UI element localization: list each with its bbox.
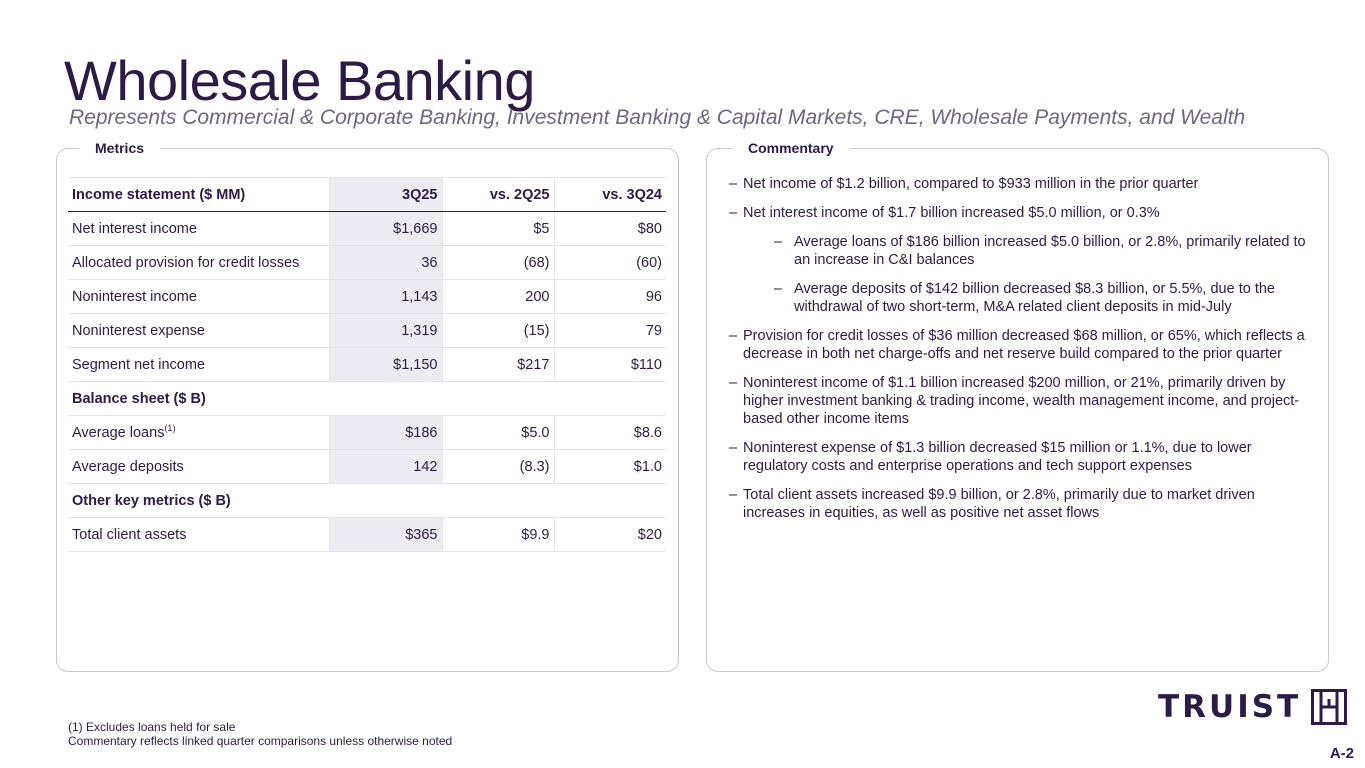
- row-label-text: Net interest income: [72, 220, 197, 237]
- header-cell-vs-2q25: vs. 2Q25: [442, 178, 554, 212]
- metrics-table: [68, 177, 666, 552]
- truist-logo: [1158, 689, 1347, 725]
- table-row: [68, 280, 666, 314]
- value-vs-2q25: $5.0: [442, 416, 554, 450]
- commentary-panel-label: Commentary: [732, 139, 850, 157]
- metrics-panel-label: Metrics: [79, 139, 160, 157]
- commentary-text: Net interest income of $1.7 billion increased $5.0 million, or 0.3%: [743, 205, 1160, 221]
- value-vs-2q25: $9.9: [442, 518, 554, 552]
- commentary-item: [729, 374, 1319, 428]
- dash-bullet: –: [729, 375, 738, 391]
- row-label-text: Average loans: [72, 424, 165, 441]
- table-header-row: [68, 178, 666, 212]
- commentary-text: Noninterest expense of $1.3 billion decreased $15 million or 1.1%, due to lower regulatory costs and enterprise operations and tech support expenses: [743, 440, 1252, 474]
- logo-text: TRUIST: [1158, 688, 1302, 725]
- commentary-item: [729, 439, 1319, 475]
- table-row: [68, 348, 666, 382]
- row-label: [68, 212, 329, 246]
- page-title: Wholesale Banking: [64, 49, 535, 112]
- value-vs-2q25: $217: [442, 348, 554, 382]
- value-vs-3q24: 96: [554, 280, 666, 314]
- value-vs-3q24: 79: [554, 314, 666, 348]
- value-vs-3q24: $80: [554, 212, 666, 246]
- table-row: [68, 416, 666, 450]
- commentary-text: Net income of $1.2 billion, compared to $933 million in the prior quarter: [743, 176, 1199, 192]
- value-3q25: 142: [329, 450, 442, 484]
- dash-bullet: –: [729, 176, 738, 192]
- commentary-sub-item: [729, 280, 1319, 316]
- page-number: A-2: [1329, 745, 1354, 762]
- commentary-text: Provision for credit losses of $36 million decreased $68 million, or 65%, which reflects a decrease in both net charge-offs and net reserve build compared to the prior quarter: [743, 328, 1305, 362]
- balance-sheet-section-label: Balance sheet ($ B): [68, 382, 666, 416]
- table-row: [68, 212, 666, 246]
- table-row: [68, 518, 666, 552]
- commentary-item: [729, 175, 1319, 193]
- row-label-text: Noninterest income: [72, 288, 197, 305]
- value-vs-3q24: $110: [554, 348, 666, 382]
- footnote-marker: (1): [164, 422, 176, 433]
- row-label: [68, 314, 329, 348]
- header-cell-vs-3q24: vs. 3Q24: [554, 178, 666, 212]
- commentary-text: Total client assets increased $9.9 billion, or 2.8%, primarily due to market driven increases in equities, as well as positive net asset flows: [743, 487, 1255, 521]
- row-label-text: Segment net income: [72, 356, 205, 373]
- dash-bullet: –: [729, 487, 738, 503]
- commentary-list: [729, 175, 1319, 533]
- value-3q25: $186: [329, 416, 442, 450]
- commentary-text: Average deposits of $142 billion decreased $8.3 billion, or 5.5%, due to the withdrawal of two short-term, M&A related client deposits in mid-July: [794, 281, 1275, 315]
- commentary-sub-item: [729, 233, 1319, 269]
- dash-bullet: –: [729, 440, 738, 456]
- table-row: [68, 314, 666, 348]
- value-vs-2q25: (68): [442, 246, 554, 280]
- table-row: [68, 246, 666, 280]
- table-row: [68, 450, 666, 484]
- commentary-item: [729, 327, 1319, 363]
- header-cell-label: Income statement ($ MM): [68, 178, 329, 212]
- row-label-text: Noninterest expense: [72, 322, 205, 339]
- other-metrics-section-label: Other key metrics ($ B): [68, 484, 666, 518]
- value-3q25: $1,150: [329, 348, 442, 382]
- row-label-text: Allocated provision for credit losses: [72, 254, 300, 271]
- value-vs-2q25: 200: [442, 280, 554, 314]
- row-label: [68, 450, 329, 484]
- value-3q25: $1,669: [329, 212, 442, 246]
- row-label: [68, 246, 329, 280]
- footnote-1: (1) Excludes loans held for sale: [68, 720, 236, 734]
- value-vs-2q25: $5: [442, 212, 554, 246]
- header-cell-3q25: 3Q25: [329, 178, 442, 212]
- footnote-2: Commentary reflects linked quarter comparisons unless otherwise noted: [68, 734, 453, 748]
- truist-hh-logo-icon: [1311, 689, 1347, 725]
- value-vs-2q25: (8.3): [442, 450, 554, 484]
- balance-sheet-section: [68, 382, 666, 416]
- row-label: [68, 280, 329, 314]
- row-label: [68, 518, 329, 552]
- value-vs-3q24: $1.0: [554, 450, 666, 484]
- footnotes: [68, 720, 452, 748]
- value-vs-3q24: $20: [554, 518, 666, 552]
- dash-bullet: –: [774, 281, 783, 297]
- row-label: [68, 348, 329, 382]
- value-vs-3q24: $8.6: [554, 416, 666, 450]
- commentary-text: Noninterest income of $1.1 billion increased $200 million, or 21%, primarily driven by higher investment banking & trading income, wealth management income, and project-based other income items: [743, 375, 1300, 427]
- value-vs-2q25: (15): [442, 314, 554, 348]
- value-3q25: $365: [329, 518, 442, 552]
- value-vs-3q24: (60): [554, 246, 666, 280]
- dash-bullet: –: [729, 205, 738, 221]
- other-metrics-section: [68, 484, 666, 518]
- value-3q25: 1,319: [329, 314, 442, 348]
- value-3q25: 1,143: [329, 280, 442, 314]
- value-3q25: 36: [329, 246, 442, 280]
- commentary-item: [729, 204, 1319, 222]
- row-label: [68, 416, 329, 450]
- row-label-text: Average deposits: [72, 458, 184, 475]
- commentary-text: Average loans of $186 billion increased $5.0 billion, or 2.8%, primarily related to an increase in C&I balances: [794, 234, 1306, 268]
- commentary-item: [729, 486, 1319, 522]
- row-label-text: Total client assets: [72, 526, 187, 543]
- dash-bullet: –: [729, 328, 738, 344]
- dash-bullet: –: [774, 234, 783, 250]
- page-subtitle: Represents Commercial & Corporate Banking, Investment Banking & Capital Markets, CRE, Wholesale Payments, and Wealth: [69, 106, 1246, 129]
